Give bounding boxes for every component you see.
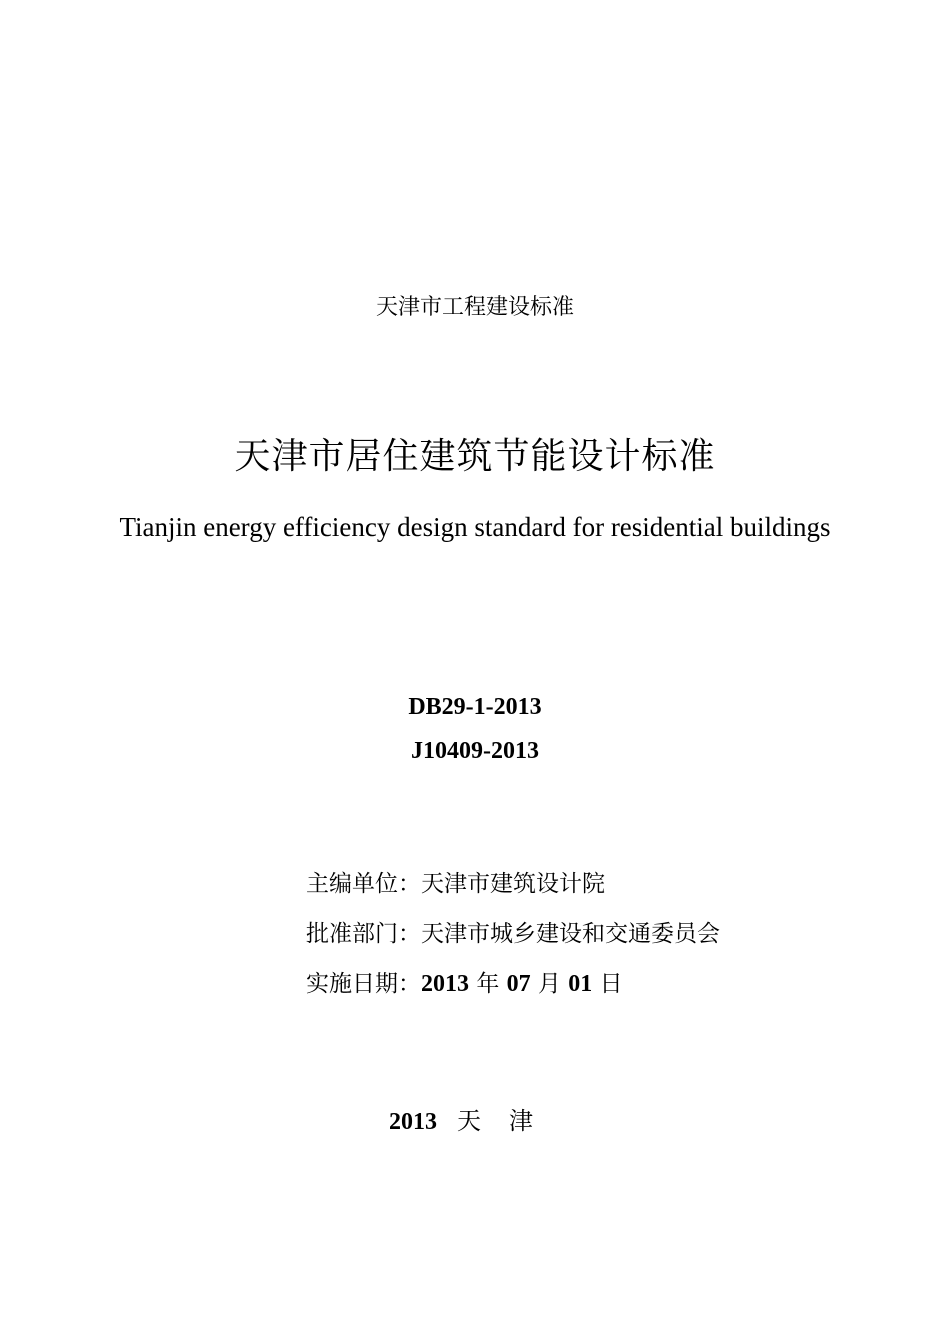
- approver-label: 批准部门：: [306, 921, 421, 947]
- standard-code-db: DB29-1-2013: [408, 694, 542, 720]
- title-chinese: 天津市居住建筑节能设计标准: [234, 436, 716, 477]
- standard-series: 天津市工程建设标准: [375, 295, 574, 320]
- effective-date-day-unit: 日: [599, 971, 623, 997]
- standard-code-j: J10409-2013: [411, 738, 539, 764]
- approver-value: 天津市城乡建设和交通委员会: [421, 921, 720, 947]
- effective-date-label: 实施日期：: [306, 971, 421, 997]
- chief-editor-value: 天津市建筑设计院: [421, 871, 605, 897]
- approver-line: [306, 917, 720, 951]
- effective-date-day: 01: [568, 971, 593, 997]
- chief-editor-label: 主编单位：: [306, 871, 421, 897]
- title-english: Tianjin energy efficiency design standard for residential buildings: [119, 512, 831, 542]
- effective-date-line: [306, 967, 623, 1001]
- publication-year: 2013: [389, 1109, 437, 1135]
- effective-date-month-unit: 月: [537, 971, 561, 997]
- effective-date-year: 2013: [421, 971, 469, 997]
- publication-footer: [0, 1104, 950, 1139]
- publication-city: 天津: [457, 1107, 561, 1135]
- effective-date-month: 07: [506, 971, 531, 997]
- chief-editor-line: [306, 867, 605, 901]
- effective-date-year-unit: 年: [476, 971, 500, 997]
